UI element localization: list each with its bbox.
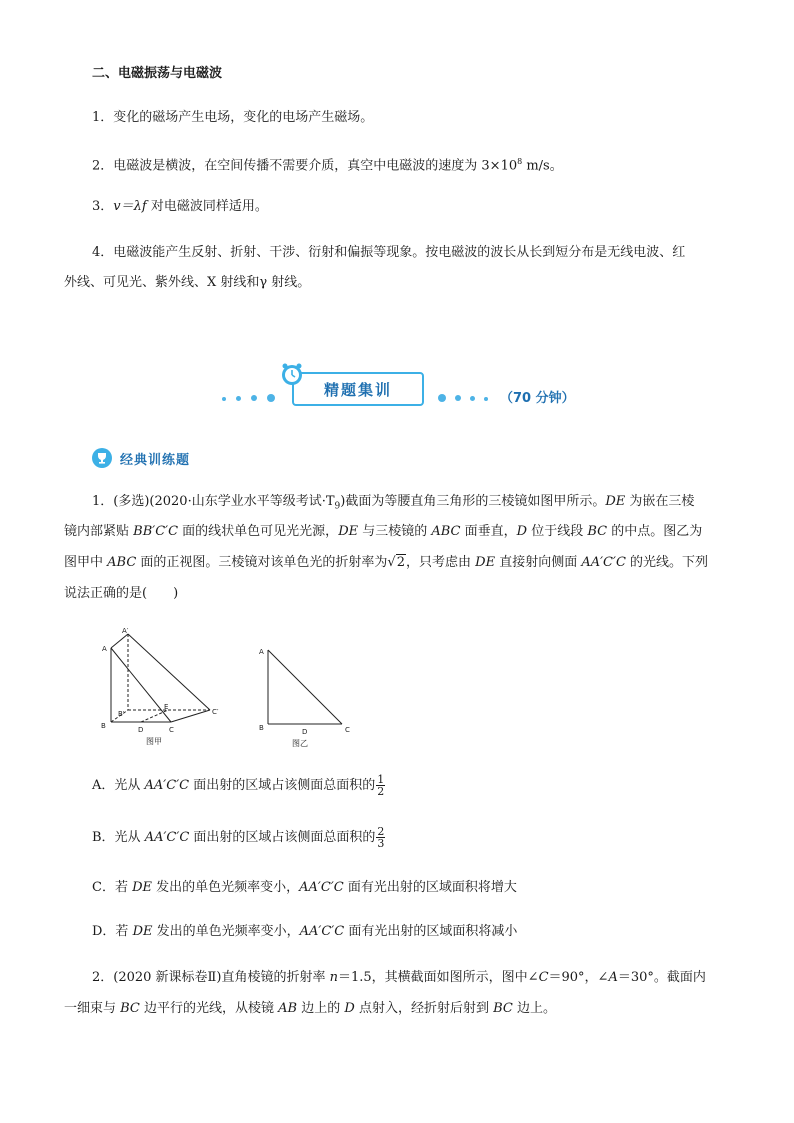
banner-dot [470,396,475,401]
q2-var: BC [120,1001,140,1016]
q1-var: BC [587,524,608,539]
fig-jia-label: C′ [212,708,219,716]
option-c [92,878,517,898]
fig-jia-label: B′ [118,710,125,718]
q1-subscript: 9 [334,501,341,512]
paragraph-4-line2: 外线、可见光、紫外线、X 射线和γ 射线。 [64,275,311,290]
q1-text: 为嵌在三棱 [625,494,695,509]
p2-exponent: 8 [517,157,523,166]
q1-var: D [516,524,528,539]
q1-text: 镜内部紧贴 [64,524,134,539]
q2-text: ＝30°。截面内 [617,970,706,985]
option-text: D．若 [92,924,133,939]
q1-line1 [92,492,694,517]
fig-jia-label: D [138,726,144,734]
fig-yi-label: C [345,726,350,734]
q1-var: DE [605,494,626,509]
sqrt-expression: √2 [387,555,405,570]
fig-jia-label: A [102,645,107,653]
fig-yi-label: A [259,648,264,656]
q2-line2 [64,999,556,1019]
q2-text: 点射入，经折射后射到 [354,1001,494,1016]
q2-text: 边上的 [297,1001,345,1016]
q1-var: BB′C′C [133,524,179,539]
q1-text: 的中点。图乙为 [607,524,703,539]
q2-text: 边上。 [512,1001,556,1016]
sqrt-radicand: 2 [396,555,405,570]
q2-var: AB [278,1001,298,1016]
q2-var: A [608,970,618,985]
fraction-denominator: 2 [377,785,385,798]
banner-box [292,372,424,406]
q1-text: )截面为等腰直角三角形的三棱镜如图甲所示。 [340,494,606,509]
q1-var: ABC [431,524,461,539]
q1-text: 与三棱镜的 [358,524,432,539]
q2-line1 [92,968,706,988]
paragraph-2 [92,152,563,176]
fig-jia-label: C [169,726,174,734]
section-heading: 二、电磁振荡与电磁波 [92,66,223,81]
option-text: C．若 [92,880,133,895]
option-var: AA′C′C [144,778,190,793]
q1-text: 面的线状单色可见光光源， [178,524,339,539]
banner-dot [438,394,446,402]
option-text: 面出射的区域占该侧面总面积的 [189,830,376,845]
p2-text-a: 2．电磁波是横波，在空间传播不需要介质，真空中电磁波的速度为 3×10 [92,158,518,174]
figure-yi [254,640,364,752]
q1-var: DE [475,555,496,570]
paragraph-1: 1．变化的磁场产生电场，变化的电场产生磁场。 [92,110,374,125]
q2-var: n [329,970,338,985]
option-var: AA′C′C [144,830,190,845]
q2-var: D [344,1001,355,1016]
p3-formula: v＝λf [113,199,147,214]
banner-dot [236,396,241,401]
p3-number: 3． [92,199,114,214]
subsection-label: 经典训练题 [120,453,191,468]
q2-text: 一细束与 [64,1001,121,1016]
paragraph-4-line1: 4．电磁波能产生反射、折射、干涉、衍射和偏振等现象。按电磁波的波长从长到短分布是无线电波、红 [92,245,686,260]
q1-line4: 说法正确的是( ) [64,586,179,601]
fraction-denominator: 3 [377,837,385,850]
banner-time-note: （70 分钟） [500,391,575,406]
q2-text: ＝1.5，其横截面如图所示，图中∠ [337,970,539,985]
q1-var: ABC [107,555,137,570]
option-text: 面有光出射的区域面积将增大 [343,880,517,895]
banner-dot [484,397,488,401]
q1-text: ，只考虑由 [406,555,476,570]
option-text: 面有光出射的区域面积将减小 [344,924,518,939]
q1-text: 1．(多选)(2020·山东学业水平等级考试·T [92,494,335,509]
q1-text: 图甲中 [64,555,108,570]
option-text: 发出的单色光频率变小， [152,924,300,939]
fraction-numerator: 2 [377,825,385,838]
q2-text: 2．(2020 新课标卷Ⅱ)直角棱镜的折射率 [92,970,330,985]
q1-text: 的光线。下列 [625,555,709,570]
fig-jia-label: B [101,722,106,730]
fig-jia-label: E [164,703,169,711]
option-var: DE [132,880,153,895]
option-text: 发出的单色光频率变小， [152,880,300,895]
banner-dot [267,394,275,402]
fig-yi-caption: 图乙 [292,739,308,748]
banner-title: 精题集训 [323,381,392,399]
option-b [92,826,385,850]
alarm-clock-icon [280,362,304,386]
option-text: A．光从 [92,778,145,793]
q1-text: 位于线段 [527,524,588,539]
p2-text-b: m/s。 [522,158,563,174]
q2-var: BC [493,1001,513,1016]
banner-dot [455,395,461,401]
q1-line3 [64,553,708,573]
fig-yi-label: D [302,728,308,736]
fig-yi-label: B [259,724,264,732]
q1-text: 面的正视图。三棱镜对该单色光的折射率为 [136,555,388,570]
option-var: AA′C′C [299,880,344,895]
q2-text: ＝90°，∠ [548,970,609,985]
q1-text: 直接射向侧面 [495,555,582,570]
fraction-numerator: 1 [377,773,385,786]
q1-var: AA′C′C [581,555,626,570]
banner-dot [251,395,257,401]
fraction [376,826,385,849]
q2-var: C [538,970,549,985]
option-d [92,922,517,942]
p3-rest: 对电磁波同样适用。 [146,199,268,214]
figure-jia [96,622,230,752]
trophy-icon [92,448,112,468]
option-var: AA′C′C [299,924,345,939]
q1-var: DE [338,524,359,539]
option-a [92,774,385,798]
option-text: 面出射的区域占该侧面总面积的 [189,778,376,793]
fig-jia-label: A′ [122,627,129,635]
q1-text: 面垂直， [460,524,517,539]
paragraph-3 [92,197,268,217]
q1-line2 [64,522,702,542]
option-var: DE [132,924,153,939]
fig-jia-caption: 图甲 [146,737,162,746]
q2-text: 边平行的光线，从棱镜 [139,1001,279,1016]
fraction [376,774,385,797]
option-text: B．光从 [92,830,145,845]
banner-dot [222,397,226,401]
